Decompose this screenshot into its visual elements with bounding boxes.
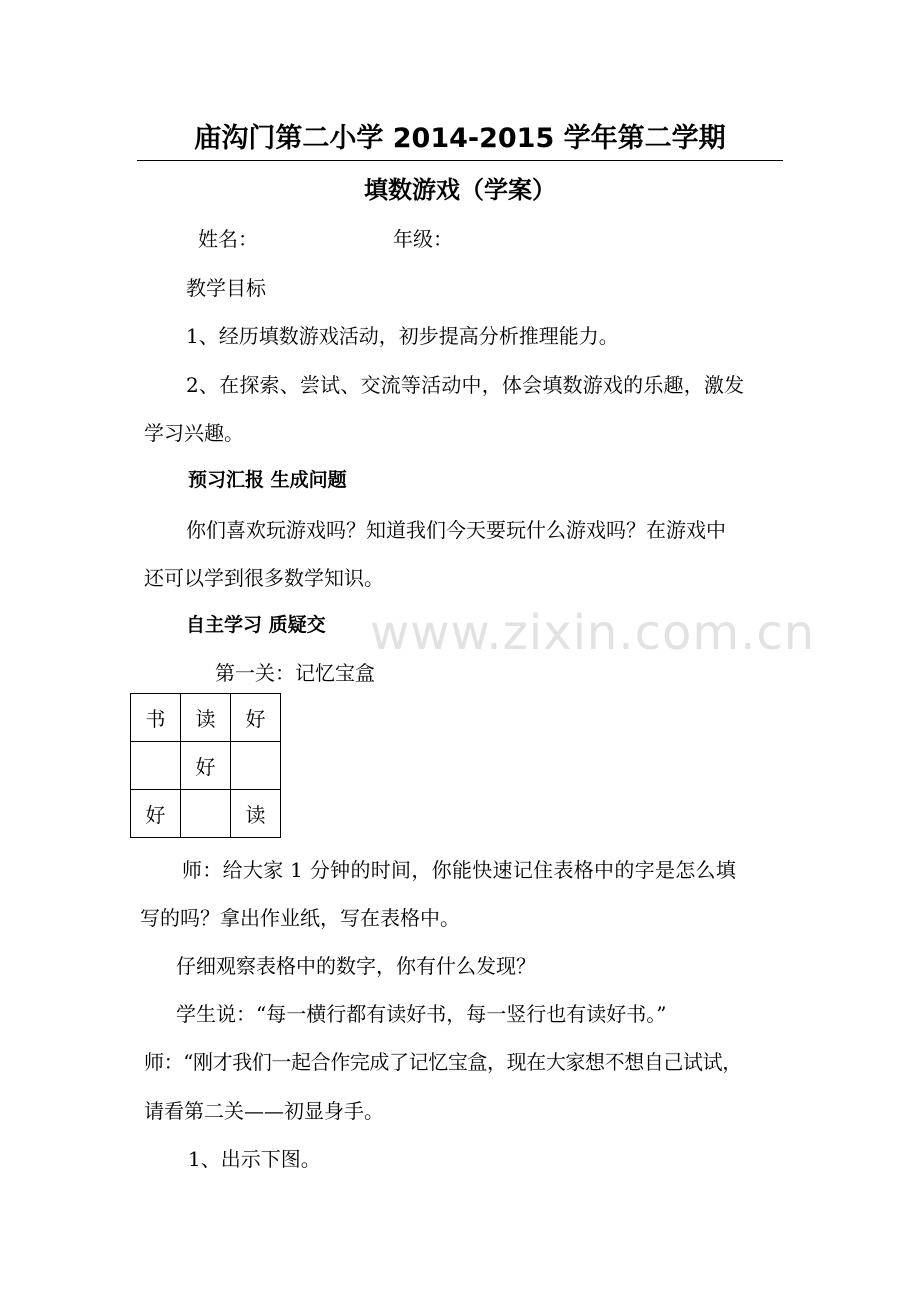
title-divider xyxy=(137,160,783,161)
grid-cell: 读 xyxy=(231,790,281,838)
teacher-response-line-2: 请看第二关——初显身手。 xyxy=(144,1099,384,1123)
teacher-prompt-line-2: 写的吗？拿出作业纸，写在表格中。 xyxy=(140,906,460,930)
preview-paragraph-line-2: 还可以学到很多数学知识。 xyxy=(144,566,384,590)
grid-cell: 好 xyxy=(181,742,231,790)
self-study-heading: 自主学习 质疑交 xyxy=(186,614,326,636)
observe-question: 仔细观察表格中的数字，你有什么发现？ xyxy=(176,954,536,978)
grid-cell xyxy=(131,742,181,790)
grid-cell: 好 xyxy=(131,790,181,838)
preview-paragraph-line-1: 你们喜欢玩游戏吗？知道我们今天要玩什么游戏吗？在游戏中 xyxy=(186,518,726,542)
grade-label: 年级： xyxy=(393,227,453,251)
grid-cell: 读 xyxy=(181,694,231,742)
objective-item-1: 1、经历填数游戏活动，初步提高分析推理能力。 xyxy=(186,324,619,348)
teacher-prompt-line-1: 师：给大家 1 分钟的时间，你能快速记住表格中的字是怎么填 xyxy=(182,858,737,882)
grid-row xyxy=(131,790,281,838)
grid-cell: 书 xyxy=(131,694,181,742)
grid-cell xyxy=(231,742,281,790)
grid-row xyxy=(131,742,281,790)
grid-cell xyxy=(181,790,231,838)
teacher-response-line-1: 师：“刚才我们一起合作完成了记忆宝盒，现在大家想不想自己试试， xyxy=(144,1050,742,1074)
name-label: 姓名： xyxy=(198,227,258,251)
objectives-heading: 教学目标 xyxy=(186,276,266,300)
objective-item-2-line-1: 2、在探索、尝试、交流等活动中，体会填数游戏的乐趣，激发 xyxy=(186,373,745,397)
show-figure-instruction: 1、出示下图。 xyxy=(188,1147,321,1171)
grid-row xyxy=(131,694,281,742)
preview-heading: 预习汇报 生成问题 xyxy=(188,469,347,491)
document-title: 庙沟门第二小学 2014-2015 学年第二学期 xyxy=(194,123,726,154)
student-answer: 学生说：“每一横行都有读好书，每一竖行也有读好书。” xyxy=(176,1002,667,1026)
memory-box-grid xyxy=(130,693,281,838)
watermark: www.zixin.com.cn xyxy=(370,605,816,661)
grid-cell: 好 xyxy=(231,694,281,742)
level-1-title: 第一关：记忆宝盒 xyxy=(215,661,375,685)
objective-item-2-line-2: 学习兴趣。 xyxy=(144,421,244,445)
document-subtitle: 填数游戏（学案） xyxy=(364,176,556,204)
